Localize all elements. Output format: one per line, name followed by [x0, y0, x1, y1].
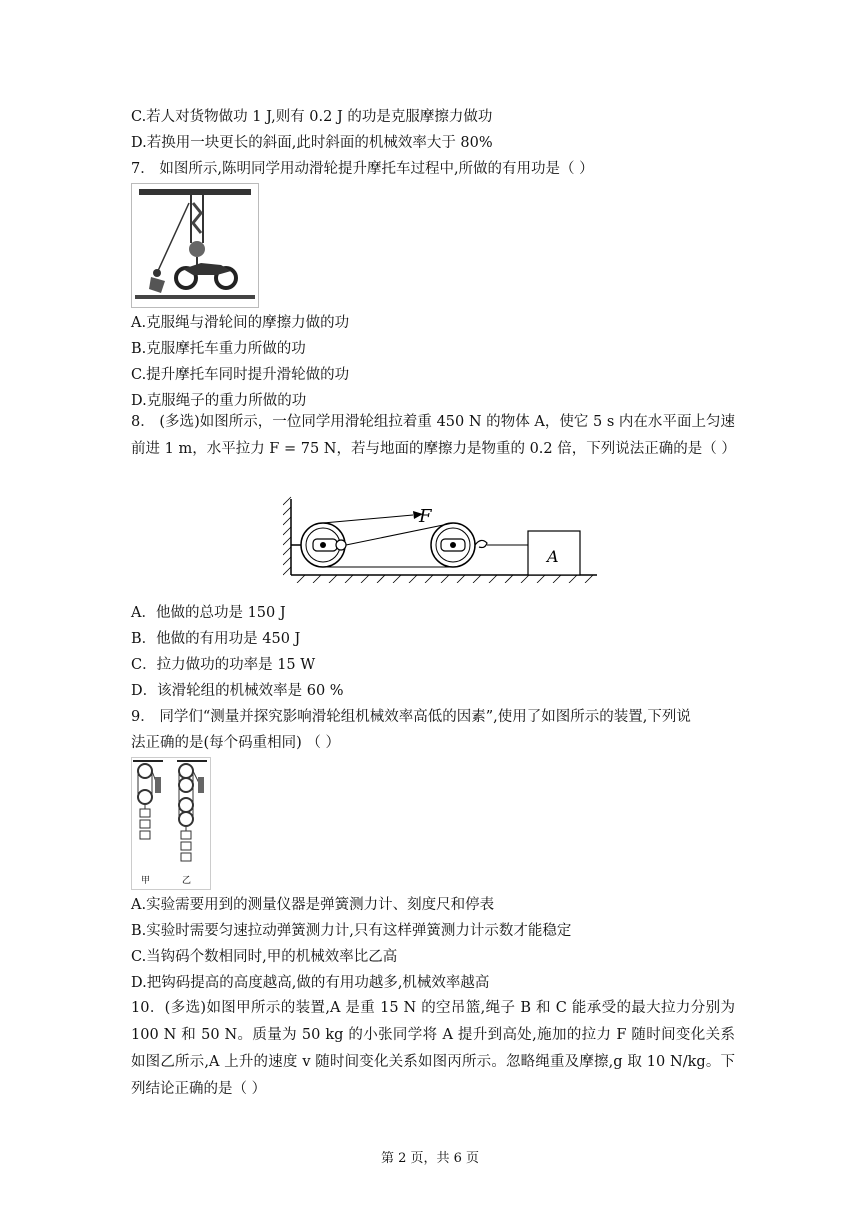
figure-7-motorcycle-pulley — [131, 183, 259, 308]
option-b-q7: B.克服摩托车重力所做的功 — [131, 341, 306, 357]
figure-9-pulley-setups — [131, 757, 211, 890]
option-c-q9: C.当钩码个数相同时,甲的机械效率比乙高 — [131, 949, 398, 965]
option-b-q8: B．他做的有用功是 450 J — [131, 631, 301, 647]
option-a-q7: A.克服绳与滑轮间的摩擦力做的功 — [131, 315, 350, 331]
question-9-line1: 9． 同学们“测量并探究影响滑轮组机械效率高低的因素”,使用了如图所示的装置,下列说 — [131, 709, 691, 725]
option-a-q9: A.实验需要用到的测量仪器是弹簧测力计、刻度尺和停表 — [131, 897, 495, 913]
option-b-q9: B.实验时需要匀速拉动弹簧测力计,只有这样弹簧测力计示数才能稳定 — [131, 923, 572, 939]
option-d-q7: D.克服绳子的重力所做的功 — [131, 393, 307, 409]
figure-8-pulley-system — [283, 495, 599, 583]
question-7: 7． 如图所示,陈明同学用动滑轮提升摩托车过程中,所做的有用功是（ ） — [131, 161, 594, 177]
page-footer: 第 2 页，共 6 页 — [380, 1151, 480, 1166]
question-10: 10．(多选)如图甲所示的装置,A 是重 15 N 的空吊篮,绳子 B 和 C 能承受的最大拉力分别为 100 N 和 50 N。质量为 50 kg 的小张同学将 A 提升到高处,施加的拉力 F 随时间变化关系如图乙所示,A 上升的速度 v 随时间变化关系如图丙所示。忽略绳重及摩擦,g 取 10 N/kg。下列结论正确的是（ ） — [131, 1000, 735, 1097]
object-label: A — [547, 547, 559, 566]
option-c-q6: C.若人对货物做功 1 J,则有 0.2 J 的功是克服摩擦力做功 — [131, 109, 493, 125]
option-c-q8: C．拉力做功的功率是 15 W — [131, 657, 316, 673]
option-c-q7: C.提升摩托车同时提升滑轮做的功 — [131, 367, 350, 383]
option-d-q9: D.把钩码提高的高度越高,做的有用功越多,机械效率越高 — [131, 975, 490, 991]
label-yi: 乙 — [182, 876, 192, 886]
option-d-q6: D.若换用一块更长的斜面,此时斜面的机械效率大于 80% — [131, 135, 493, 151]
question-9-line2: 法正确的是(每个码重相同) （ ） — [131, 735, 341, 751]
option-a-q8: A．他做的总功是 150 J — [131, 605, 286, 621]
question-8: 8． (多选)如图所示，一位同学用滑轮组拉着重 450 N 的物体 A，使它 5 s 内在水平面上匀速前进 1 m，水平拉力 F = 75 N，若与地面的摩擦力是物重的 0.2 倍，下列说法正确的是（ ） — [131, 414, 736, 457]
option-d-q8: D．该滑轮组的机械效率是 60 % — [131, 683, 344, 699]
label-jia: 甲 — [141, 876, 151, 886]
force-label: F — [419, 506, 432, 527]
